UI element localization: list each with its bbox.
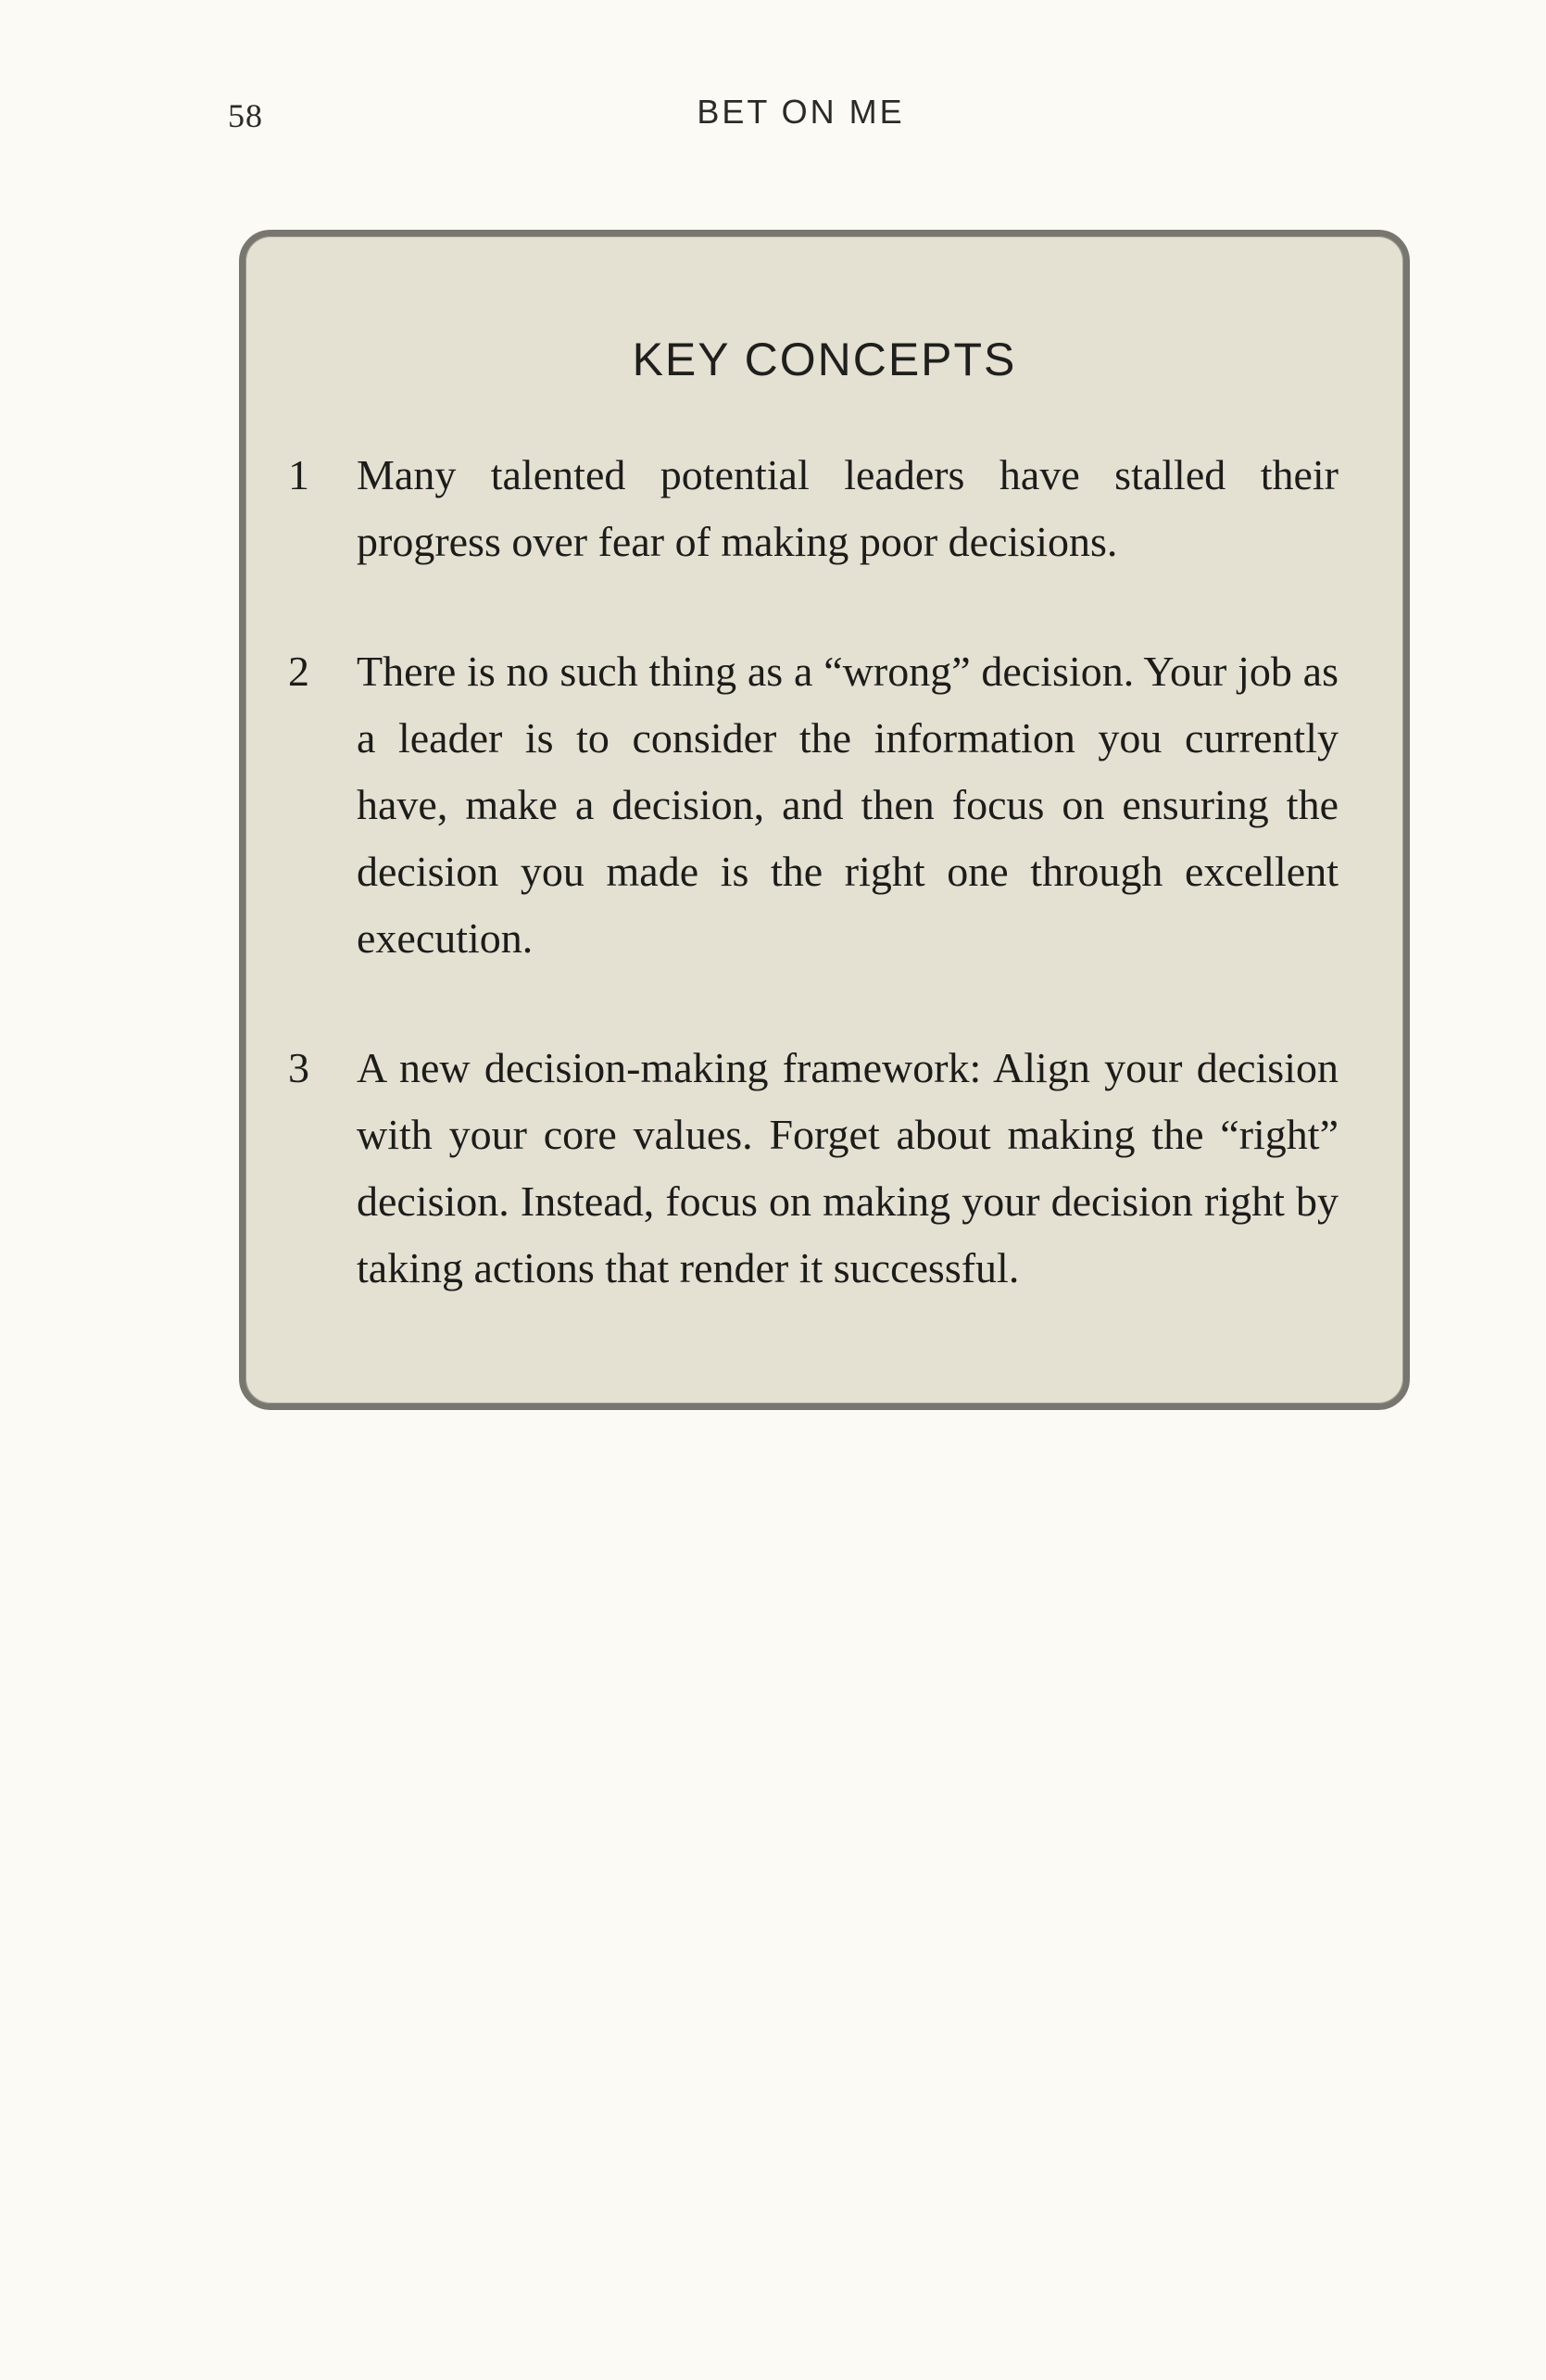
concept-number: 1 (288, 451, 309, 498)
concept-text: Many talented potential leaders have stalled their progress over fear of making poor decisions. (357, 451, 1339, 565)
running-head: BET ON ME (697, 93, 905, 131)
page-number: 58 (228, 97, 263, 134)
key-concepts-title: KEY CONCEPTS (632, 334, 1017, 385)
concept-number: 2 (288, 648, 309, 695)
key-concepts-box (239, 230, 1410, 1410)
concept-text: A new decision-making framework: Align your decision with your core values. Forget about making the “right” decision. Instead, focus on making your decision right by taking actions that render it successful. (357, 1044, 1339, 1291)
concept-text: There is no such thing as a “wrong” decision. Your job as a leader is to consider the information you currently have, make a decision, and then focus on ensuring the decision you made is the right one through excellent execution. (357, 648, 1339, 962)
concept-number: 3 (288, 1044, 309, 1091)
